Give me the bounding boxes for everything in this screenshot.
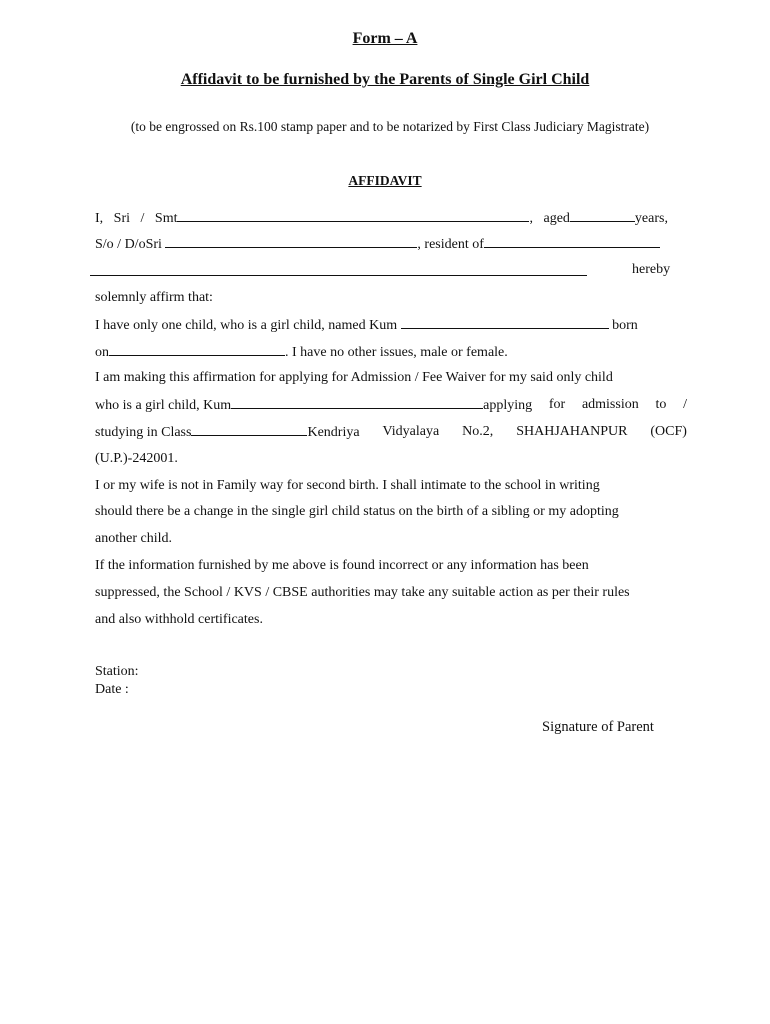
- affidavit-heading: AFFIDAVIT: [348, 173, 422, 188]
- text-girl-child-kum: who is a girl child, Kum: [95, 398, 232, 413]
- text-slash: /: [140, 211, 145, 226]
- signature-label: Signature of Parent: [542, 719, 654, 735]
- text-born: born: [612, 318, 638, 333]
- address-blank[interactable]: [90, 275, 587, 276]
- text-to: to: [655, 397, 667, 412]
- kum-line: [95, 396, 687, 415]
- another-child-line: another child.: [95, 531, 172, 546]
- birth-date-blank[interactable]: [109, 343, 285, 356]
- text-so-dosri: S/o / D/oSri: [95, 237, 162, 252]
- text-kendriya: Kendriya: [307, 425, 360, 440]
- name-line: [95, 209, 687, 228]
- text-admission: admission: [581, 397, 639, 412]
- family-way-line: I or my wife is not in Family way for second birth. I shall intimate to the school in writing: [95, 478, 600, 493]
- text-studying-in-class: studying in Class: [95, 425, 192, 440]
- suppressed-line: suppressed, the School / KVS / CBSE authorities may take any suitable action as per their rules: [95, 585, 630, 600]
- text-for: for: [548, 397, 566, 412]
- text-child-named: I have only one child, who is a girl child, named Kum: [95, 318, 398, 333]
- station-label: Station:: [95, 664, 139, 679]
- form-title: Form – A: [352, 30, 418, 47]
- child-name-blank-2[interactable]: [231, 396, 483, 409]
- text-comma: ,: [529, 211, 533, 226]
- text-resident-of: , resident of: [417, 237, 484, 252]
- text-smt: Smt: [154, 211, 178, 226]
- text-sri: Sri: [113, 211, 131, 226]
- affirm-line: solemnly affirm that:: [95, 290, 213, 305]
- father-name-blank[interactable]: [165, 235, 417, 248]
- child-name-blank[interactable]: [401, 316, 609, 329]
- text-vidyalaya: Vidyalaya: [382, 424, 440, 439]
- text-slash-2: /: [683, 397, 687, 412]
- text-years: years,: [634, 211, 668, 226]
- parent-name-blank[interactable]: [177, 209, 529, 222]
- withhold-line: and also withhold certificates.: [95, 612, 263, 627]
- residence-blank[interactable]: [484, 235, 660, 248]
- class-line: [95, 423, 687, 442]
- pincode-line: (U.P.)-242001.: [95, 451, 178, 466]
- text-shahjahanpur: SHAHJAHANPUR: [516, 424, 628, 439]
- class-blank[interactable]: [191, 423, 307, 436]
- affidavit-subtitle: Affidavit to be furnished by the Parents of Single Girl Child: [180, 71, 590, 88]
- text-ocf: (OCF): [650, 424, 687, 439]
- relation-line: [95, 235, 687, 254]
- text-applying: applying: [483, 398, 533, 413]
- instruction-text: (to be engrossed on Rs.100 stamp paper and to be notarized by First Class Judiciary Magistrate): [130, 119, 650, 134]
- text-no2: No.2,: [462, 424, 494, 439]
- text-no-other-issues: . I have no other issues, male or female.: [285, 345, 508, 360]
- incorrect-info-line: If the information furnished by me above is found incorrect or any information has been: [95, 558, 589, 573]
- intimate-line: should there be a change in the single girl child status on the birth of a sibling or my adopting: [95, 504, 619, 519]
- text-hereby: hereby: [632, 262, 671, 277]
- date-label: Date :: [95, 682, 129, 697]
- text-on: on: [95, 345, 109, 360]
- text-aged: aged: [543, 211, 570, 226]
- purpose-line: I am making this affirmation for applying for Admission / Fee Waiver for my said only child: [95, 370, 613, 385]
- birth-date-line: [95, 343, 687, 362]
- age-blank[interactable]: [570, 209, 635, 222]
- text-i: I,: [95, 211, 104, 226]
- child-name-line: [95, 316, 687, 335]
